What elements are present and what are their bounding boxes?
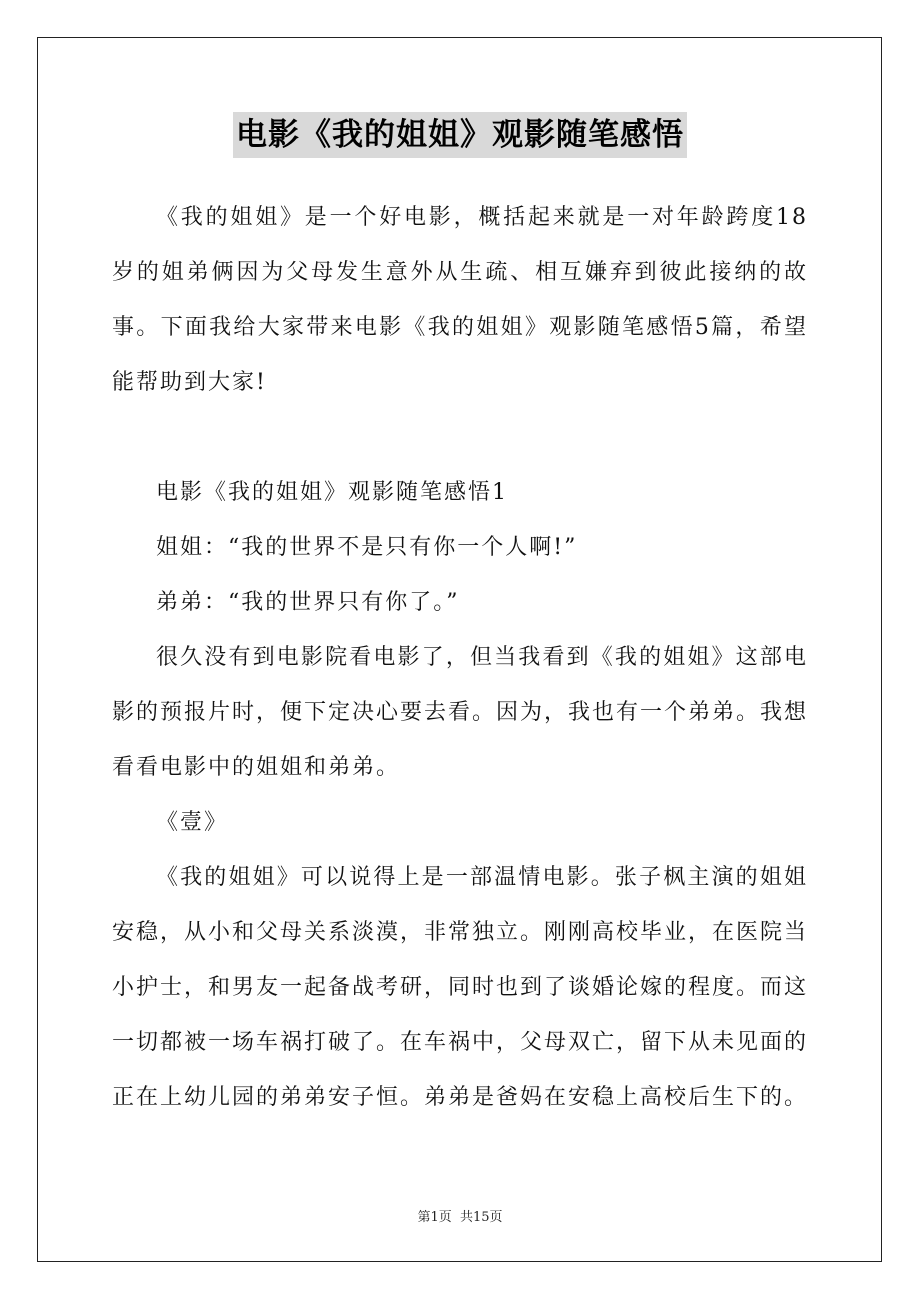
intro-paragraph: 《我的姐姐》是一个好电影，概括起来就是一对年龄跨度18岁的姐弟俩因为父母发生意外从生疏、相互嫌弃到彼此接纳的故事。下面我给大家带来电影《我的姐姐》观影随笔感悟5篇，希望能帮助到大家!: [112, 205, 808, 395]
paragraph-gap: [112, 410, 808, 465]
document-body: [112, 190, 808, 1125]
section-heading: 电影《我的姐姐》观影随笔感悟1: [156, 480, 508, 505]
page-footer: [0, 1206, 920, 1225]
document-title: 电影《我的姐姐》观影随笔感悟: [233, 112, 687, 158]
subheading: 《壹》: [156, 810, 229, 835]
body-paragraph-1: 很久没有到电影院看电影了，但当我看到《我的姐姐》这部电影的预报片时，便下定决心要去看。因为，我也有一个弟弟。我想看看电影中的姐姐和弟弟。: [112, 645, 809, 780]
body-paragraph-2: 《我的姐姐》可以说得上是一部温情电影。张子枫主演的姐姐安稳，从小和父母关系淡漠，非常独立。刚刚高校毕业，在医院当小护士，和男友一起备战考研，同时也到了谈婚论嫁的程度。而这一切都被一场车祸打破了。在车祸中，父母双亡，留下从未见面的正在上幼儿园的弟弟安子恒。弟弟是爸妈在安稳上高校后生下的。: [112, 865, 809, 1110]
page-number: 第1页: [417, 1210, 452, 1225]
page-total: 共15页: [459, 1210, 503, 1225]
title-container: [0, 112, 920, 158]
dialogue-brother: 弟弟：“我的世界只有你了。”: [156, 590, 460, 615]
dialogue-sister: 姐姐：“我的世界不是只有你一个人啊!”: [156, 535, 578, 560]
